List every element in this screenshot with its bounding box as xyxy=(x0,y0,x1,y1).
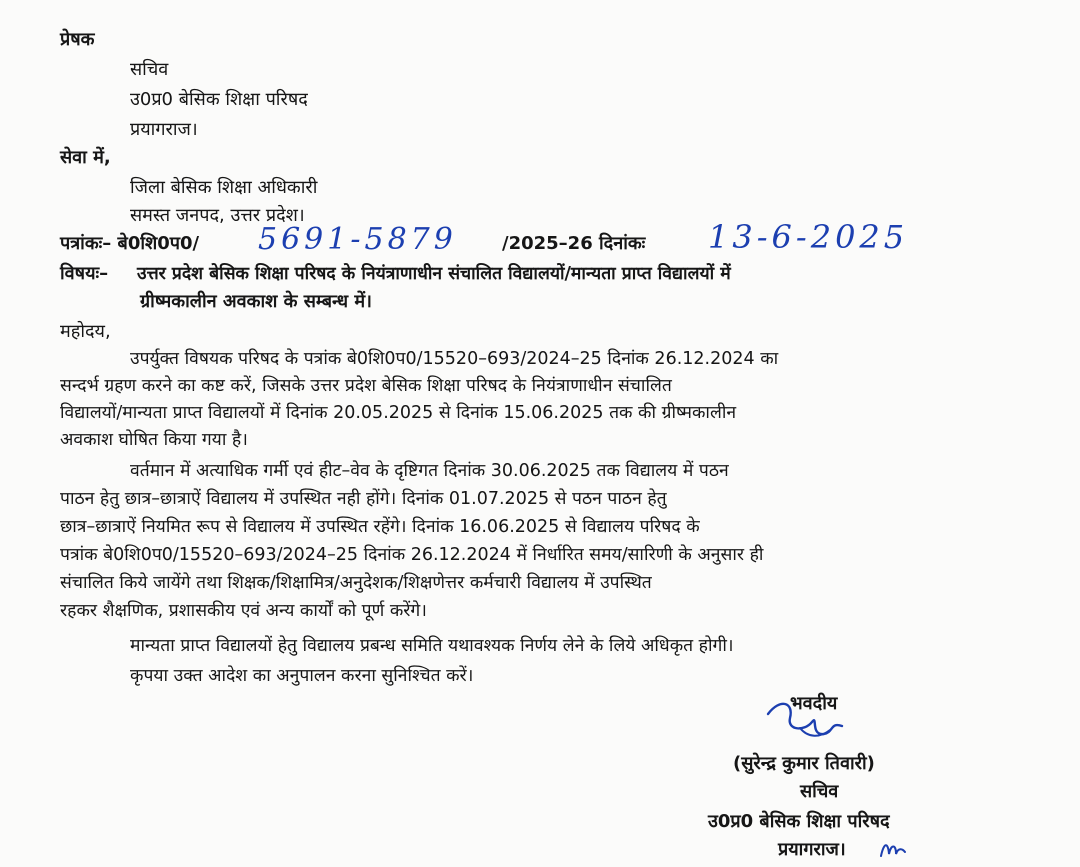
valediction: भवदीय xyxy=(790,693,838,714)
recipient-designation: जिला बेसिक शिक्षा अधिकारी xyxy=(130,177,318,198)
para2-line-5: संचालित किये जायेंगे तथा शिक्षक/शिक्षामित्र/अनुदेशक/शिक्षणेत्तर कर्मचारी विद्यालय में उपस्थित xyxy=(60,573,652,593)
signatory-name: (सुरेन्द्र कुमार तिवारी) xyxy=(733,753,875,774)
signatory-designation: सचिव xyxy=(800,781,839,802)
para2-line-2: पाठन हेतु छात्र–छात्राऐं विद्यालय में उपस्थित नही होंगे। दिनांक 01.07.2025 से पठन पाठन हेतु xyxy=(60,489,667,509)
handwritten-letter-number: 5691-5879 xyxy=(258,222,457,257)
recipient-heading: सेवा में, xyxy=(60,147,111,168)
para1-line-4: अवकाश घोषित किया गया है। xyxy=(60,430,248,450)
para2-line-6: रहकर शैक्षणिक, प्रशासकीय एवं अन्य कार्यों को पूर्ण करेंगे। xyxy=(60,601,427,621)
subject-line-1: उत्तर प्रदेश बेसिक शिक्षा परिषद के नियंत्राणाधीन संचालित विद्यालयों/मान्यता प्राप्त विद्यालयों में xyxy=(137,264,731,284)
sender-designation: सचिव xyxy=(130,59,169,80)
sender-city: प्रयागराज। xyxy=(130,119,198,140)
handwritten-date: 13-6-2025 xyxy=(708,218,909,256)
para3: मान्यता प्राप्त विद्यालयों हेतु विद्यालय प्रबन्ध समिति यथावश्यक निर्णय लेने के लिये अधिकृत होगी। xyxy=(130,636,734,656)
para2-line-1: वर्तमान में अत्याधिक गर्मी एवं हीट–वेव के दृष्टिगत दिनांक 30.06.2025 तक विद्यालय में पठन xyxy=(130,461,729,481)
para1-line-1: उपर्युक्त विषयक परिषद के पत्रांक बे0शि0प0/15520–693/2024–25 दिनांक 26.12.2024 का xyxy=(130,349,779,369)
sender-office: उ0प्र0 बेसिक शिक्षा परिषद xyxy=(130,89,308,110)
subject-label: विषयः– xyxy=(60,263,109,284)
reference-label: पत्रांकः– बे0शि0प0/ xyxy=(60,233,200,254)
reference-year-label: /2025–26 दिनांकः xyxy=(502,233,646,254)
para2-line-3: छात्र–छात्राऐं नियमित रूप से विद्यालय में उपस्थित रहेंगे। दिनांक 16.06.2025 से विद्यालय परिषद के xyxy=(60,517,700,537)
sender-heading: प्रेषक xyxy=(60,29,95,50)
initials-mark xyxy=(878,838,908,860)
subject-line-2: ग्रीष्मकालीन अवकाश के सम्बन्ध में। xyxy=(140,291,372,312)
recipient-location: समस्त जनपद, उत्तर प्रदेश। xyxy=(130,205,305,226)
salutation: महोदय, xyxy=(60,321,111,342)
para1-line-2: सन्दर्भ ग्रहण करने का कष्ट करें, जिसके उत्तर प्रदेश बेसिक शिक्षा परिषद के नियंत्राणाधीन संचालित xyxy=(60,376,672,396)
para4: कृपया उक्त आदेश का अनुपालन करना सुनिश्चित करें। xyxy=(130,666,474,686)
signatory-office: उ0प्र0 बेसिक शिक्षा परिषद xyxy=(708,811,890,832)
para1-line-3: विद्यालयों/मान्यता प्राप्त विद्यालयों में दिनांक 20.05.2025 से दिनांक 15.06.2025 तक की ग्रीष्मकालीन xyxy=(60,403,737,423)
signatory-city: प्रयागराज। xyxy=(778,839,846,860)
para2-line-4: पत्रांक बे0शि0प0/15520–693/2024–25 दिनांक 26.12.2024 में निर्धारित समय/सारिणी के अनुसार ही xyxy=(60,545,764,565)
